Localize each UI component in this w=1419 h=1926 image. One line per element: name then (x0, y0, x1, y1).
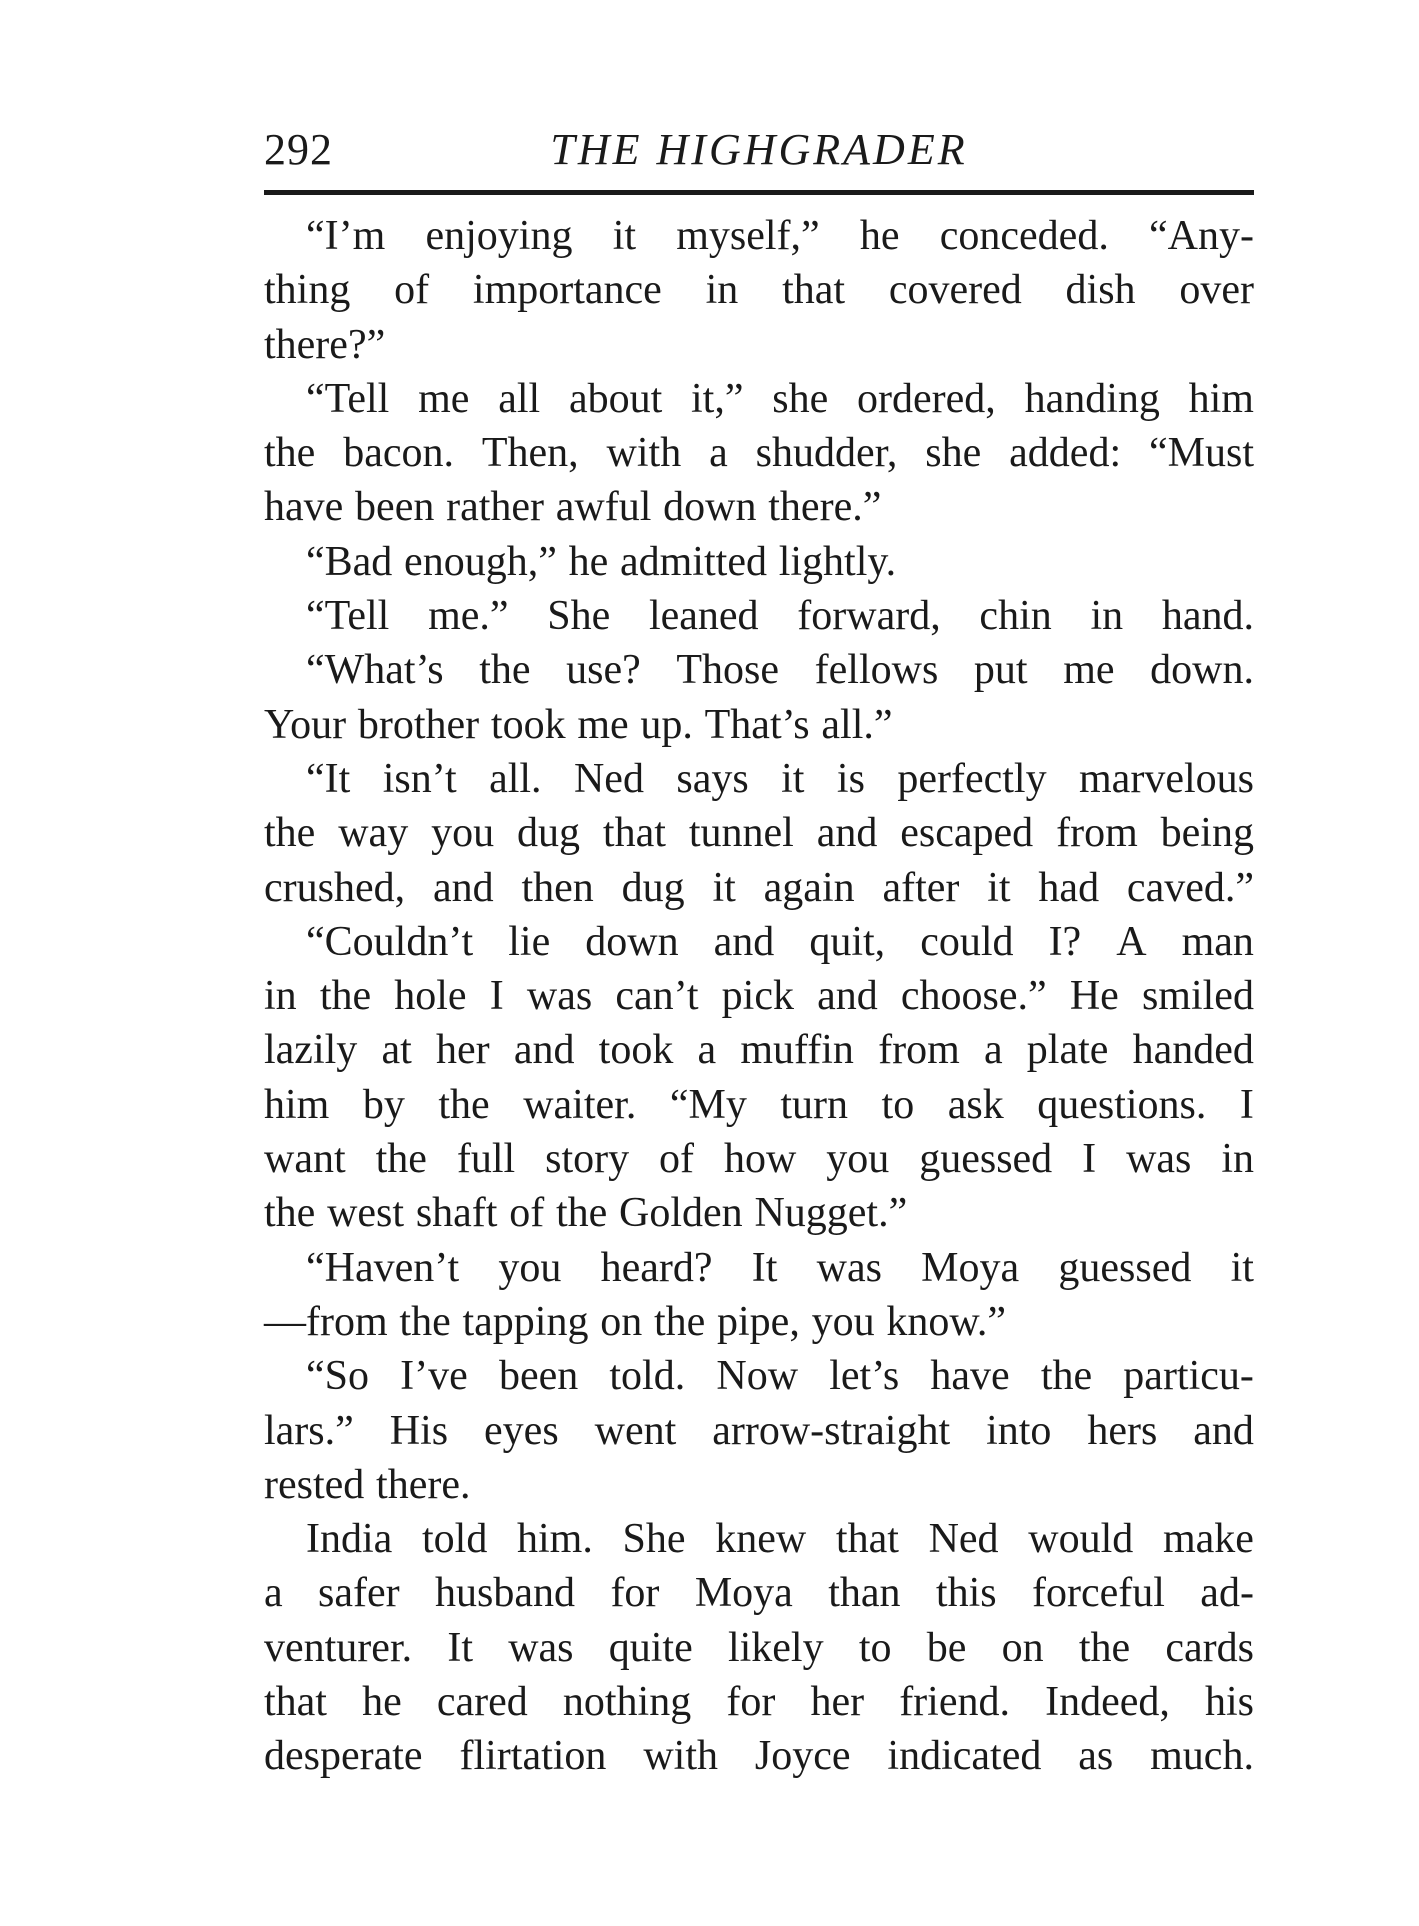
word: quit, (809, 918, 886, 965)
word: and (432, 864, 494, 911)
word: of (659, 1136, 695, 1183)
word: and (1193, 1407, 1254, 1454)
word: nothing (562, 1679, 692, 1726)
word: Then, (481, 430, 579, 477)
word: pipe, (717, 1298, 800, 1345)
word: arrow-straight (712, 1407, 951, 1454)
word: me (418, 375, 470, 422)
word: told. (609, 1353, 686, 1400)
word: all.” (821, 701, 893, 748)
word: dish (1065, 267, 1136, 314)
word: in (1221, 1136, 1254, 1183)
word: she (772, 375, 829, 422)
word: fellows (814, 647, 939, 694)
word: I (1082, 1136, 1097, 1183)
text-line (264, 535, 1254, 589)
word: questions. (1037, 1081, 1207, 1128)
word: there?” (264, 321, 386, 368)
text-line (264, 1621, 1254, 1675)
word: pick (721, 973, 794, 1020)
word: chin (979, 593, 1052, 640)
word: says (676, 755, 749, 802)
word: and (513, 1027, 575, 1074)
word: Moya (694, 1570, 793, 1617)
word: enough,” (404, 538, 557, 585)
word: went (594, 1407, 677, 1454)
word: dug (517, 810, 581, 857)
word: it (612, 213, 637, 259)
word: the (1078, 1624, 1131, 1671)
word: safer (318, 1570, 400, 1617)
word: a (709, 430, 728, 477)
word: she (925, 430, 982, 477)
word: was (1126, 1136, 1192, 1183)
word: for (726, 1679, 776, 1726)
word: “Must (1148, 430, 1254, 477)
word: choose.” (900, 973, 1047, 1020)
word: told (421, 1516, 488, 1563)
word: her (435, 1027, 490, 1074)
word: story (545, 1136, 630, 1183)
word: Nugget.” (754, 1190, 908, 1237)
word: again (763, 864, 855, 911)
word: about (568, 375, 663, 422)
word: She (547, 593, 611, 640)
word: conceded. (939, 213, 1109, 259)
word: to (881, 1081, 915, 1128)
word: for (610, 1570, 660, 1617)
word: he (568, 538, 609, 585)
text-line (264, 969, 1254, 1023)
word: the (653, 1298, 706, 1345)
word: could (920, 918, 1014, 965)
word: and (713, 918, 775, 965)
text-line (264, 1023, 1254, 1077)
text-line (264, 752, 1254, 806)
word: put (973, 647, 1028, 694)
word: by (362, 1081, 405, 1128)
word: the (399, 1298, 451, 1345)
word: Moya (921, 1244, 1020, 1291)
word: that (782, 267, 846, 314)
word: the (264, 810, 316, 857)
text-line (264, 1241, 1254, 1295)
word: I’ve (400, 1353, 468, 1400)
word: rather (446, 484, 545, 531)
word: have (264, 484, 344, 531)
word: I? (1048, 918, 1082, 965)
word: Ned (928, 1516, 999, 1563)
word: Indeed, (1045, 1679, 1170, 1726)
text-line (264, 263, 1254, 317)
text-line (264, 1186, 1254, 1240)
word: muffin (740, 1027, 854, 1074)
word: guessed (919, 1136, 1053, 1183)
text-line (264, 1132, 1254, 1186)
word: enjoying (425, 213, 573, 259)
word: shudder, (755, 430, 898, 477)
word: down (663, 484, 757, 531)
running-header (264, 120, 1254, 180)
word: all (498, 375, 541, 422)
word: dug (621, 864, 685, 911)
word: this (935, 1570, 997, 1617)
word: lightly. (778, 538, 897, 585)
word: bacon. (343, 430, 454, 477)
word: in (264, 973, 297, 1020)
word: there.” (768, 484, 882, 531)
word: him (1188, 375, 1254, 422)
word: it (987, 864, 1011, 911)
word: that (602, 810, 666, 857)
word: you (431, 810, 495, 857)
word: was (526, 973, 593, 1020)
word: covered (888, 267, 1022, 314)
word: the (479, 647, 531, 694)
word: way (338, 810, 409, 857)
word: desperate (264, 1733, 423, 1780)
text-line (264, 426, 1254, 480)
word: He (1069, 973, 1119, 1020)
word: forceful (1031, 1570, 1165, 1617)
word: I (489, 973, 504, 1020)
book-page (264, 120, 1254, 1784)
word: brother (357, 701, 480, 748)
word: importance (472, 267, 662, 314)
word: She (622, 1516, 686, 1563)
word: his (1204, 1679, 1254, 1726)
text-line (264, 480, 1254, 534)
text-line (264, 915, 1254, 969)
word: and (816, 810, 878, 857)
word: “Haven’t (306, 1244, 460, 1291)
word: leaned (648, 593, 759, 640)
text-line (264, 1404, 1254, 1458)
word: know.” (886, 1298, 1007, 1345)
word: make (1162, 1516, 1254, 1563)
word: turn (780, 1081, 849, 1128)
word: “It (306, 755, 351, 802)
word: you (811, 1298, 875, 1345)
word: been (498, 1353, 579, 1400)
word: venturer. (264, 1624, 413, 1671)
word: there. (376, 1461, 471, 1508)
word: he (362, 1679, 402, 1726)
word: quite (608, 1624, 693, 1671)
word: with (606, 430, 682, 477)
page-number: 292 (264, 125, 333, 174)
word: “So (306, 1353, 369, 1400)
word: had (1038, 864, 1100, 911)
word: tunnel (688, 810, 794, 857)
word: indicated (887, 1733, 1042, 1780)
word: over (1179, 267, 1254, 314)
word: ordered, (857, 375, 996, 422)
word: hers (1087, 1407, 1158, 1454)
word: handed (1132, 1027, 1254, 1074)
word: is (836, 755, 865, 802)
word: down (585, 918, 679, 965)
word: from (1056, 810, 1138, 857)
word: a (264, 1570, 283, 1617)
word: full (456, 1136, 516, 1183)
text-line (264, 372, 1254, 426)
word: escaped (900, 810, 1034, 857)
word: took (598, 1027, 674, 1074)
word: —from (264, 1298, 388, 1345)
word: waiter. (523, 1081, 637, 1128)
word: as (1078, 1733, 1114, 1780)
word: lazily (264, 1027, 358, 1074)
word: with (643, 1733, 718, 1780)
word: rested (264, 1461, 365, 1508)
word: friend. (899, 1679, 1010, 1726)
word: can’t (615, 973, 699, 1020)
text-line (264, 1349, 1254, 1403)
word: man (1181, 918, 1254, 965)
word: then (521, 864, 594, 911)
word: use? (566, 647, 641, 694)
word: smiled (1141, 973, 1254, 1020)
word: husband (435, 1570, 576, 1617)
word: the (438, 1081, 490, 1128)
word: hand. (1161, 593, 1254, 640)
text-line (264, 209, 1254, 263)
word: let’s (829, 1353, 900, 1400)
word: him (264, 1081, 330, 1128)
word: on (600, 1298, 643, 1345)
word: took (490, 701, 566, 748)
word: eyes (484, 1407, 559, 1454)
word: plate (1026, 1027, 1109, 1074)
word: much. (1150, 1733, 1254, 1780)
word: on (1001, 1624, 1044, 1671)
word: he (859, 213, 900, 259)
word: it (1230, 1244, 1254, 1291)
word: Joyce (754, 1733, 851, 1780)
text-line (264, 1675, 1254, 1729)
word: Those (676, 647, 780, 694)
word: how (723, 1136, 797, 1183)
text-line (264, 1078, 1254, 1132)
word: ad- (1200, 1570, 1254, 1617)
word: India (306, 1516, 393, 1563)
word: “Any- (1149, 213, 1254, 259)
text-line (264, 589, 1254, 643)
word: ask (947, 1081, 1004, 1128)
word: crushed, (264, 864, 406, 911)
word: in (705, 267, 739, 314)
word: the (555, 1190, 608, 1237)
text-line (264, 698, 1254, 752)
word: a (983, 1027, 1003, 1074)
word: flirtation (459, 1733, 607, 1780)
word: Your (264, 701, 347, 748)
text-line (264, 318, 1254, 372)
word: handing (1024, 375, 1160, 422)
word: and (817, 973, 878, 1020)
word: be (926, 1624, 967, 1671)
word: me (577, 701, 629, 748)
word: “Couldn’t (306, 918, 474, 965)
word: knew (715, 1516, 807, 1563)
word: “Tell (306, 375, 390, 422)
word: Ned (573, 755, 644, 802)
word: her (810, 1679, 865, 1726)
word: myself,” (676, 213, 820, 259)
word: added: (1009, 430, 1122, 477)
word: want (264, 1136, 346, 1183)
text-line (264, 806, 1254, 860)
word: cards (1165, 1624, 1254, 1671)
body-text (264, 209, 1254, 1784)
word: “I’m (306, 213, 386, 259)
word: marvelous (1079, 755, 1254, 802)
word: been (355, 484, 435, 531)
word: shaft (415, 1190, 498, 1237)
word: it,” (691, 375, 744, 422)
word: the (1040, 1353, 1093, 1400)
word: caved.” (1126, 864, 1254, 911)
text-line (264, 1458, 1254, 1512)
word: the (375, 1136, 427, 1183)
word: Now (716, 1353, 799, 1400)
word: guessed (1058, 1244, 1192, 1291)
word: isn’t (382, 755, 457, 802)
word: His (389, 1407, 449, 1454)
word: at (381, 1027, 412, 1074)
header-rule (264, 190, 1254, 195)
word: heard? (600, 1244, 713, 1291)
word: thing (264, 267, 351, 314)
word: to (858, 1624, 892, 1671)
word: particu- (1123, 1353, 1254, 1400)
word: “Bad (306, 538, 393, 585)
word: lie (508, 918, 551, 965)
word: me (1063, 647, 1115, 694)
word: have (930, 1353, 1010, 1400)
word: tapping (462, 1298, 589, 1345)
word: I (1239, 1081, 1254, 1128)
word: down. (1150, 647, 1254, 694)
word: “My (669, 1081, 747, 1128)
word: all. (489, 755, 542, 802)
word: awful (555, 484, 652, 531)
word: from (878, 1027, 960, 1074)
word: admitted (620, 538, 767, 585)
word: “What’s (306, 647, 444, 694)
word: you (498, 1244, 562, 1291)
word: you (826, 1136, 890, 1183)
word: “Tell (306, 593, 390, 640)
word: being (1160, 810, 1254, 857)
text-line (264, 1729, 1254, 1783)
word: after (882, 864, 960, 911)
word: him. (517, 1516, 593, 1563)
word: the (264, 1190, 316, 1237)
word: Golden (619, 1190, 743, 1237)
text-line (264, 1512, 1254, 1566)
word: It (447, 1624, 473, 1671)
text-line (264, 643, 1254, 697)
word: would (1028, 1516, 1134, 1563)
word: up. (640, 701, 693, 748)
text-line (264, 1295, 1254, 1349)
word: a (697, 1027, 717, 1074)
running-title: THE HIGHGRADER (550, 125, 968, 174)
word: was (816, 1244, 882, 1291)
word: that (264, 1679, 327, 1726)
word: west (327, 1190, 405, 1237)
word: it (712, 864, 736, 911)
word: that (835, 1516, 899, 1563)
word: of (394, 267, 430, 314)
word: than (828, 1570, 901, 1617)
word: it (781, 755, 805, 802)
text-line (264, 861, 1254, 915)
word: into (986, 1407, 1052, 1454)
word: of (509, 1190, 545, 1237)
text-line (264, 1566, 1254, 1620)
word: lars.” (264, 1407, 354, 1454)
word: cared (436, 1679, 528, 1726)
word: the (319, 973, 372, 1020)
word: perfectly (897, 755, 1047, 802)
word: hole (394, 973, 467, 1020)
word: It (751, 1244, 778, 1291)
word: me.” (428, 593, 509, 640)
word: That’s (704, 701, 810, 748)
word: the (264, 430, 316, 477)
word: forward, (797, 593, 941, 640)
word: A (1116, 918, 1147, 965)
word: was (508, 1624, 574, 1671)
word: likely (727, 1624, 824, 1671)
word: in (1090, 593, 1124, 640)
